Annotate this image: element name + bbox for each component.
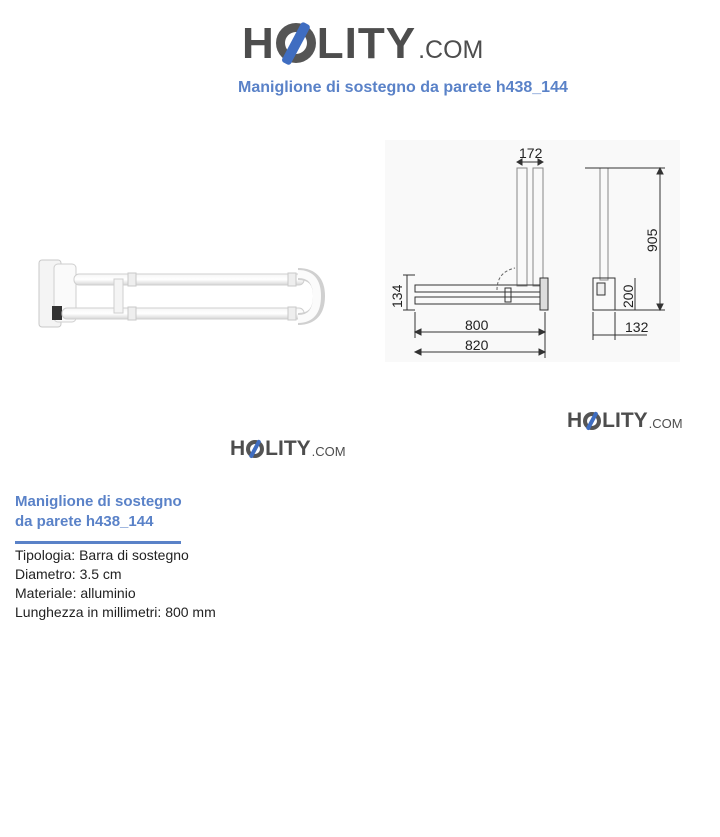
spec-row-lunghezza [15, 603, 216, 622]
title-underline [15, 541, 181, 544]
spec-value: alluminio [80, 585, 136, 601]
logo-o-icon [276, 23, 316, 63]
dim-inner-label: 800 [465, 317, 489, 333]
spec-value: Barra di sostegno [79, 547, 189, 563]
product-title-line2: da parete h438_144 [15, 513, 154, 530]
product-photo [36, 256, 326, 332]
logo-domain: .COM [311, 444, 346, 459]
logo-letter-h: H [567, 409, 583, 432]
dim-side-width-label: 132 [625, 319, 649, 335]
technical-drawing [385, 140, 680, 362]
holity-logo[interactable] [242, 16, 483, 66]
product-title-line1: Maniglione di sostegno [15, 493, 182, 510]
spec-row-materiale [15, 584, 216, 603]
logo-letters-lity: LITY [316, 19, 417, 68]
dim-height-label: 905 [644, 228, 660, 252]
dim-total-label: 820 [465, 337, 489, 353]
spec-list [15, 546, 216, 622]
holity-logo-small-right [567, 410, 683, 431]
spec-value: 800 mm [165, 604, 216, 620]
spec-value: 3.5 cm [79, 566, 122, 582]
spec-label: Diametro: [15, 566, 76, 582]
logo-o-icon [583, 412, 601, 430]
logo-domain: .COM [648, 416, 683, 431]
logo-letters-lity: LITY [265, 437, 311, 460]
spec-label: Materiale: [15, 585, 77, 601]
logo-domain: .COM [418, 36, 484, 64]
spec-row-diametro [15, 565, 216, 584]
dim-side-height-label: 200 [620, 284, 636, 308]
spec-label: Tipologia: [15, 547, 76, 563]
logo-o-icon [246, 440, 264, 458]
product-title [15, 492, 255, 532]
logo-letters-lity: LITY [602, 409, 648, 432]
dim-left-label: 134 [389, 284, 405, 308]
spec-label: Lunghezza in millimetri: [15, 604, 162, 620]
logo-letter-h: H [242, 19, 275, 68]
logo-letter-h: H [230, 437, 246, 460]
dim-top-label: 172 [519, 145, 543, 161]
holity-logo-small-left [230, 438, 346, 459]
page-title: Maniglione di sostegno da parete h438_144 [238, 79, 568, 96]
spec-row-tipologia [15, 546, 216, 565]
